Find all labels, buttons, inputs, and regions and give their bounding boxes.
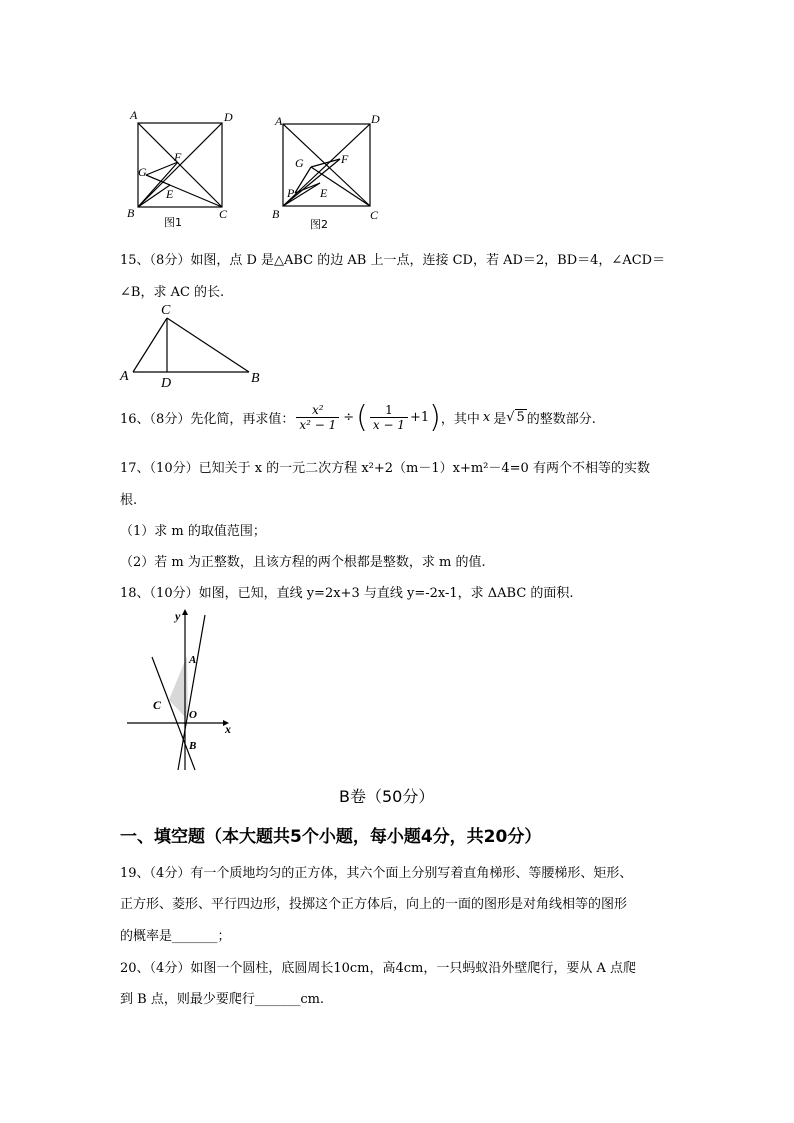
q15-label-C: C <box>161 303 171 318</box>
q17-line-1: 17、（10分）已知关于 x 的一元二次方程 x²+2（m－1）x+m²－4=0 有两个不相等的实数 <box>120 461 650 476</box>
section-b-title: B卷（50分） <box>339 787 435 806</box>
y-axis-arrow-icon <box>182 609 188 615</box>
q19-line-3: 的概率是_______； <box>120 929 231 944</box>
q18-label-C: C <box>153 698 162 712</box>
q16-suffix: 的整数部分. <box>526 412 596 427</box>
q16-frac1-numerator: x² <box>296 403 339 418</box>
q18-label-y: y <box>175 609 181 623</box>
q16-radicand: 5 <box>516 410 525 425</box>
fig2-caption: 图2 <box>310 218 328 231</box>
q18-label-B: B <box>189 740 197 752</box>
fig1-label-C: C <box>219 207 228 221</box>
q15-triangle-figure <box>115 300 275 390</box>
q15-line-2: ∠B，求 AC 的长. <box>120 285 225 300</box>
fig2-label-C: C <box>370 208 379 222</box>
q16-sqrt <box>506 410 527 425</box>
q18-text: 18、（10分）如图，已知，直线 y=2x+3 与直线 y=-2x-1，求 ΔABC 的面积. <box>120 586 574 601</box>
fig2-label-G: G <box>295 156 304 170</box>
q17-line-2: 根. <box>120 493 138 508</box>
part-one-heading: 一、填空题（本大题共5个小题，每小题4分，共20分） <box>120 827 542 847</box>
figure-2 <box>262 105 392 230</box>
q16-frac2-numerator: 1 <box>370 403 408 418</box>
figure-1 <box>120 105 240 230</box>
q16-right-paren-icon: ) <box>429 400 441 435</box>
q16-divide-sign: ÷ <box>343 410 355 425</box>
fig1-label-E: E <box>166 187 174 201</box>
q18-label-A: A <box>189 654 197 666</box>
q18-label-x: x <box>225 722 231 736</box>
q17-part-1: （1）求 m 的取值范围； <box>120 524 266 539</box>
fig1-label-F: F <box>174 150 182 164</box>
q16-fraction-1 <box>296 403 339 432</box>
fig2-label-B: B <box>272 207 280 221</box>
q15-label-A: A <box>120 369 129 384</box>
q18-coordinate-figure <box>125 610 245 775</box>
q20-line-1: 20、（4分）如图一个圆柱，底圆周长10cm，高4cm，一只蚂蚁沿外壁爬行，要从 A 点爬 <box>120 961 636 976</box>
sqrt-icon: √ <box>506 410 515 425</box>
q15-label-D: D <box>161 376 172 391</box>
fig2-label-E: E <box>320 186 328 200</box>
q16-is-text: 是 <box>493 412 507 427</box>
q16-mid-text: ，其中 <box>440 412 480 427</box>
q16-frac2-denominator: x − 1 <box>372 418 405 432</box>
q20-line-2: 到 B 点，则最少要爬行_______cm. <box>120 992 325 1007</box>
q15-line-1: 15、（8分）如图，点 D 是△ABC 的边 AB 上一点，连接 CD，若 AD＝2，BD＝4，∠ACD＝ <box>120 253 666 268</box>
fig1-caption: 图1 <box>164 216 182 229</box>
q19-line-2: 正方形、菱形、平行四边形，投掷这个正方体后，向上的一面的图形是对角线相等的图形 <box>120 897 628 912</box>
q16-variable-x: x <box>482 410 491 425</box>
q16-plus-one: +1 <box>409 410 430 425</box>
q17-part-2: （2）若 m 为正整数，且该方程的两个根都是整数，求 m 的值. <box>120 555 486 570</box>
q16-line <box>120 400 596 435</box>
fig1-label-B: B <box>127 206 135 220</box>
q16-prefix: 16、（8分）先化简，再求值： <box>120 412 295 427</box>
fig2-label-P: P <box>287 186 295 200</box>
fig1-label-G: G <box>138 165 147 179</box>
q16-fraction-2 <box>370 403 408 432</box>
fig1-label-A: A <box>130 108 138 122</box>
fig2-label-A: A <box>275 114 283 128</box>
q19-line-1: 19、（4分）有一个质地均匀的正方体，其六个面上分别写着直角梯形、等腰梯形、矩形、 <box>120 866 633 881</box>
fig2-label-F: F <box>341 152 349 166</box>
q16-frac1-denominator: x² − 1 <box>299 418 337 432</box>
fig1-label-D: D <box>224 110 233 124</box>
q18-label-O: O <box>189 709 197 721</box>
fig2-label-D: D <box>371 112 380 126</box>
q15-label-B: B <box>251 371 260 386</box>
q16-left-paren-icon: ( <box>356 400 368 435</box>
